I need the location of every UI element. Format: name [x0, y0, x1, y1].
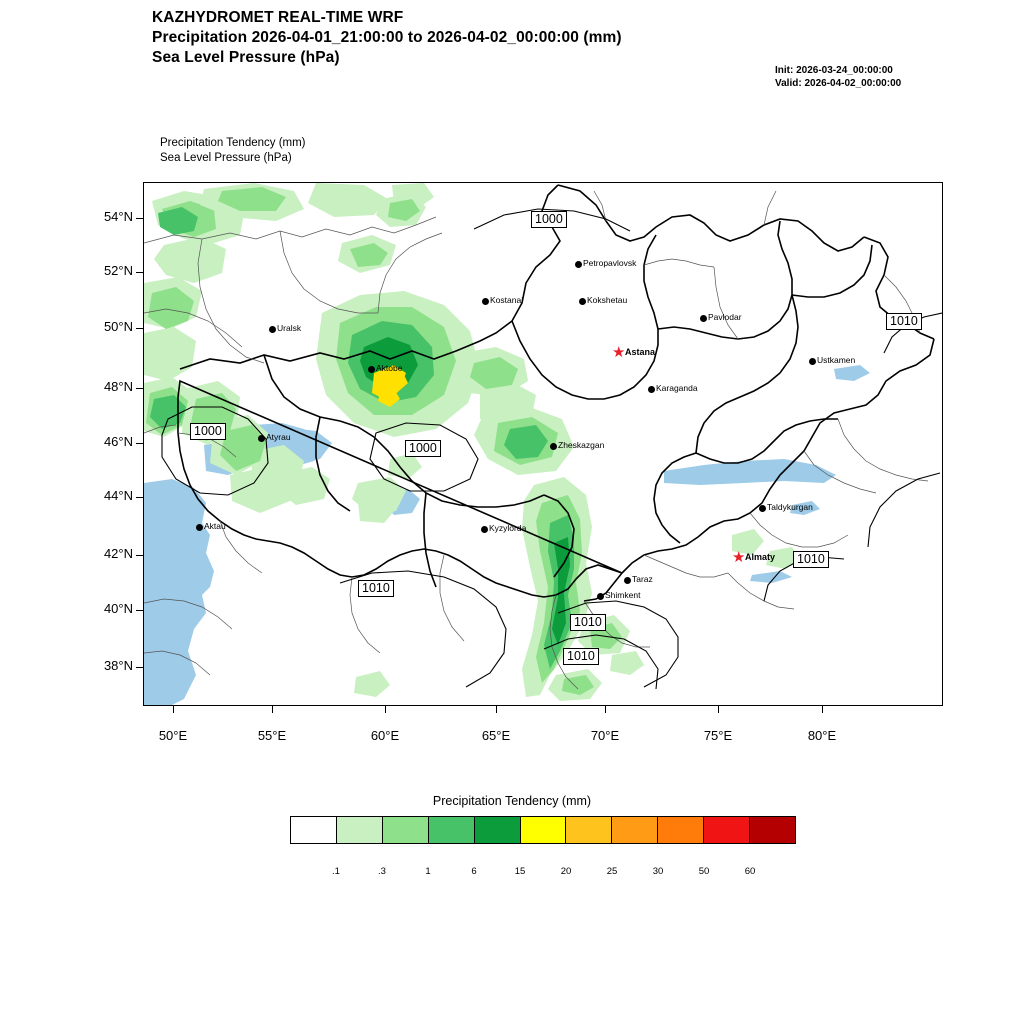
x-axis-tick-mark: [272, 706, 273, 713]
y-axis-tick-label: 44°N: [103, 488, 133, 503]
x-axis-tick-mark: [718, 706, 719, 713]
colorbar-swatch: [428, 817, 474, 843]
colorbar-swatch: [474, 817, 520, 843]
colorbar-tick-label: 20: [560, 866, 572, 877]
y-axis-tick-mark: [136, 555, 143, 556]
isobar-label: 1010: [358, 580, 394, 597]
city-label: Atyrau: [266, 432, 291, 442]
colorbar-swatch: [749, 817, 795, 843]
city-marker: [700, 315, 707, 322]
city-label: Shimkent: [605, 590, 641, 600]
y-axis-tick-mark: [136, 443, 143, 444]
init-time: Init: 2026-03-24_00:00:00: [775, 65, 893, 76]
isobar-label: 1000: [531, 211, 567, 228]
colorbar-tick-label: .3: [378, 866, 386, 877]
capital-star-icon: ★: [732, 549, 746, 566]
colorbar-swatch: [611, 817, 657, 843]
city-label: Karaganda: [656, 383, 698, 393]
colorbar: [290, 816, 796, 844]
y-axis-tick-label: 38°N: [103, 658, 133, 673]
caption-slp: Sea Level Pressure (hPa): [160, 152, 292, 164]
x-axis-tick-label: 50°E: [158, 728, 188, 743]
y-axis-tick-label: 48°N: [103, 379, 133, 394]
map-graphic: [144, 183, 942, 705]
city-marker: [482, 298, 489, 305]
city-marker: [575, 261, 582, 268]
city-label: Taldykurgan: [767, 502, 813, 512]
city-marker: [624, 577, 631, 584]
x-axis-tick-label: 65°E: [481, 728, 511, 743]
colorbar-tick-label: .1: [332, 866, 340, 877]
city-label: Aktau: [204, 521, 226, 531]
city-label: Ustkamen: [817, 355, 856, 365]
plot-caption: [160, 136, 306, 166]
y-axis-tick-mark: [136, 667, 143, 668]
city-label: Pavlodar: [708, 312, 742, 322]
isobar-label: 1010: [570, 614, 606, 631]
city-marker: [648, 386, 655, 393]
x-axis-tick-label: 70°E: [590, 728, 620, 743]
x-axis-tick-label: 75°E: [703, 728, 733, 743]
y-axis-tick-label: 42°N: [103, 546, 133, 561]
city-marker: [759, 505, 766, 512]
isobar-label: 1000: [190, 423, 226, 440]
colorbar-swatch: [382, 817, 428, 843]
caption-precip: Precipitation Tendency (mm): [160, 137, 306, 149]
colorbar-swatch: [703, 817, 749, 843]
y-axis-tick-label: 54°N: [103, 209, 133, 224]
y-axis-tick-mark: [136, 218, 143, 219]
city-marker: [196, 524, 203, 531]
city-marker: [579, 298, 586, 305]
y-axis-tick-label: 50°N: [103, 319, 133, 334]
city-label: Aktobe: [376, 363, 403, 373]
colorbar-title: Precipitation Tendency (mm): [432, 794, 592, 808]
map-panel: [143, 182, 943, 706]
isobar-label: 1000: [405, 440, 441, 457]
city-marker: [269, 326, 276, 333]
colorbar-tick-label: 30: [652, 866, 664, 877]
precipitation-field: [144, 183, 800, 701]
y-axis-tick-mark: [136, 272, 143, 273]
colorbar-swatch: [336, 817, 382, 843]
colorbar-swatch: [520, 817, 566, 843]
header-subtitle-precip: Precipitation 2026-04-01_21:00:00 to 2026-04-02_00:00:00 (mm): [152, 29, 622, 46]
city-marker: [550, 443, 557, 450]
city-marker: [481, 526, 488, 533]
x-axis-tick-label: 60°E: [370, 728, 400, 743]
header-subtitle-slp: Sea Level Pressure (hPa): [152, 49, 340, 66]
city-marker: [368, 366, 375, 373]
colorbar-tick-label: 6: [471, 866, 477, 877]
colorbar-tick-label: 50: [698, 866, 710, 877]
x-axis-tick-label: 55°E: [257, 728, 287, 743]
isobar-label: 1010: [886, 313, 922, 330]
city-marker: [597, 593, 604, 600]
header-title: KAZHYDROMET REAL-TIME WRF: [152, 9, 404, 26]
colorbar-swatch: [565, 817, 611, 843]
city-label: Uralsk: [277, 323, 302, 333]
init-valid-block: [775, 64, 901, 90]
y-axis-tick-mark: [136, 610, 143, 611]
city-marker: [809, 358, 816, 365]
y-axis-tick-label: 52°N: [103, 263, 133, 278]
city-label: Kostanai: [490, 295, 524, 305]
city-label: Taraz: [632, 574, 653, 584]
colorbar-tick-label: 60: [744, 866, 756, 877]
capital-label: Astana: [625, 347, 656, 357]
city-marker: [258, 435, 265, 442]
y-axis-tick-mark: [136, 497, 143, 498]
city-label: Kokshetau: [587, 295, 628, 305]
colorbar-tick-label: 25: [606, 866, 618, 877]
x-axis-tick-mark: [496, 706, 497, 713]
capital-label: Almaty: [745, 552, 776, 562]
city-label: Zheskazgan: [558, 440, 605, 450]
y-axis-tick-mark: [136, 328, 143, 329]
capital-star-icon: ★: [612, 344, 626, 361]
valid-time: Valid: 2026-04-02_00:00:00: [775, 78, 902, 89]
x-axis-tick-mark: [173, 706, 174, 713]
y-axis-tick-mark: [136, 388, 143, 389]
y-axis-tick-label: 46°N: [103, 434, 133, 449]
colorbar-swatch: [291, 817, 336, 843]
colorbar-swatch: [657, 817, 703, 843]
header: [152, 8, 972, 68]
colorbar-tick-label: 1: [425, 866, 431, 877]
y-axis-tick-label: 40°N: [103, 601, 133, 616]
colorbar-tick-label: 15: [514, 866, 526, 877]
x-axis-tick-mark: [822, 706, 823, 713]
isobar-label: 1010: [793, 551, 829, 568]
x-axis-tick-label: 80°E: [807, 728, 837, 743]
x-axis-tick-mark: [385, 706, 386, 713]
isobar-label: 1010: [563, 648, 599, 665]
city-label: Petropavlovsk: [583, 258, 637, 268]
x-axis-tick-mark: [605, 706, 606, 713]
city-label: Kyzylorda: [489, 523, 527, 533]
